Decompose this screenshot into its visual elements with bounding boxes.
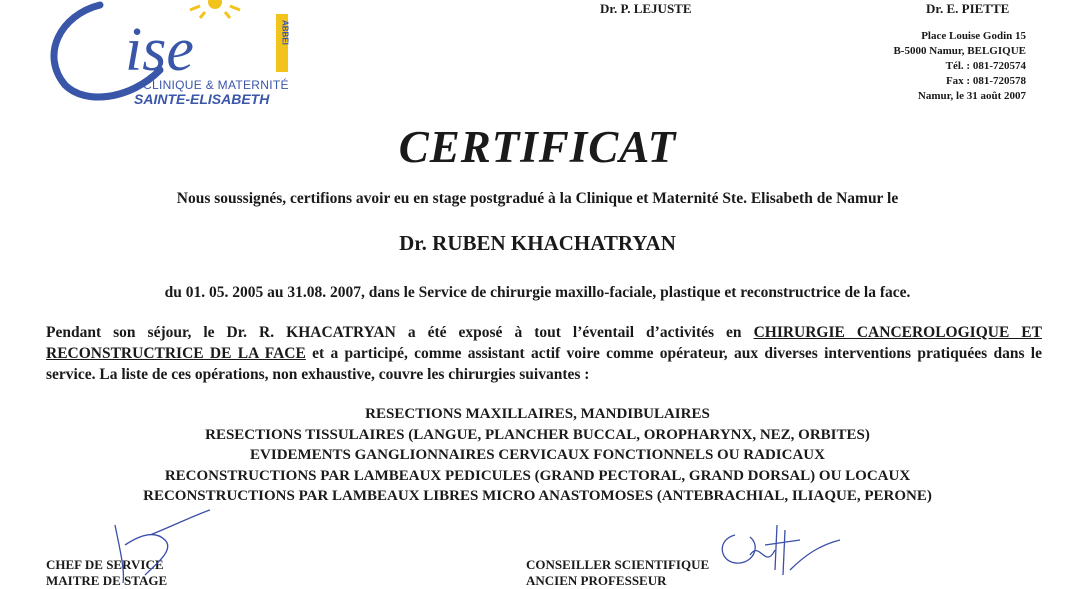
period-text: du 01. 05. 2005 au 31.08. 2007, dans le Service de chirurgie maxillo-faciale, plastique et reconstructrice de la face. <box>164 284 911 301</box>
signature-right-line2: ANCIEN PROFESSEUR <box>526 573 667 588</box>
intro-text: Nous soussignés, certifions avoir eu en stage postgradué à la Clinique et Maternité Ste. Elisabeth de Namur le <box>176 190 899 207</box>
logo-line2: SAINTE-ELISABETH <box>134 91 270 107</box>
certificate-title: CERTIFICAT <box>398 122 677 172</box>
signature-left-line1: CHEF DE SERVICE <box>46 557 164 572</box>
logo-wordmark: ise <box>125 16 194 84</box>
signature-left <box>95 505 225 585</box>
sun-icon <box>190 0 240 18</box>
doctor-right: Dr. E. PIETTE <box>926 1 1010 16</box>
logo-vertical-text: ABBEI <box>280 20 290 45</box>
logo-line1: CLINIQUE & MATERNITÉ <box>143 78 289 92</box>
list-item: RESECTIONS TISSULAIRES (LANGUE, PLANCHER BUCCAL, OROPHARYNX, NEZ, ORBITES) <box>205 426 870 443</box>
list-item: RESECTIONS MAXILLAIRES, MANDIBULAIRES <box>365 406 710 422</box>
list-item: EVIDEMENTS GANGLIONNAIRES CERVICAUX FONCTIONNELS OU RADICAUX <box>250 447 825 463</box>
signature-left-line2: MAITRE DE STAGE <box>46 573 168 588</box>
procedures-list <box>0 404 1075 507</box>
doctor-left: Dr. P. LEJUSTE <box>600 1 692 16</box>
address-fax: Fax : 081-720578 <box>945 75 1026 87</box>
signature-right-line1: CONSEILLER SCIENTIFIQUE <box>526 557 710 572</box>
list-item: RECONSTRUCTIONS PAR LAMBEAUX PEDICULES (GRAND PECTORAL, GRAND DORSAL) OU LOCAUX <box>164 467 911 484</box>
paragraph-start: Pendant son séjour, le Dr. R. KHACATRYAN a été exposé à tout l’éventail d’activités en <box>46 324 754 341</box>
paragraph-end: et a participé, comme assistant actif voire comme opérateur, aux diverses interventions pratiquées dans le service. La liste de ces opérations, non exhaustive, couvre les chirurgies suivantes : <box>46 345 1042 383</box>
address-block <box>893 29 1026 104</box>
recipient-name: Dr. RUBEN KHACHATRYAN <box>399 231 676 255</box>
signature-right <box>705 515 845 585</box>
address-street: Place Louise Godin 15 <box>921 30 1026 42</box>
address-tel: Tél. : 081-720574 <box>945 60 1026 72</box>
signature-right-label <box>526 557 709 589</box>
address-date: Namur, le 31 août 2007 <box>917 90 1026 102</box>
activities-paragraph <box>46 322 1042 385</box>
list-item: RECONSTRUCTIONS PAR LAMBEAUX LIBRES MICRO ANASTOMOSES (ANTEBRACHIAL, ILIAQUE, PERONE) <box>143 488 932 504</box>
paragraph-specialty: CHIRURGIE CANCEROLOGIQUE ET RECONSTRUCTRICE DE LA FACE <box>46 324 1042 362</box>
address-city: B-5000 Namur, BELGIQUE <box>893 45 1026 57</box>
